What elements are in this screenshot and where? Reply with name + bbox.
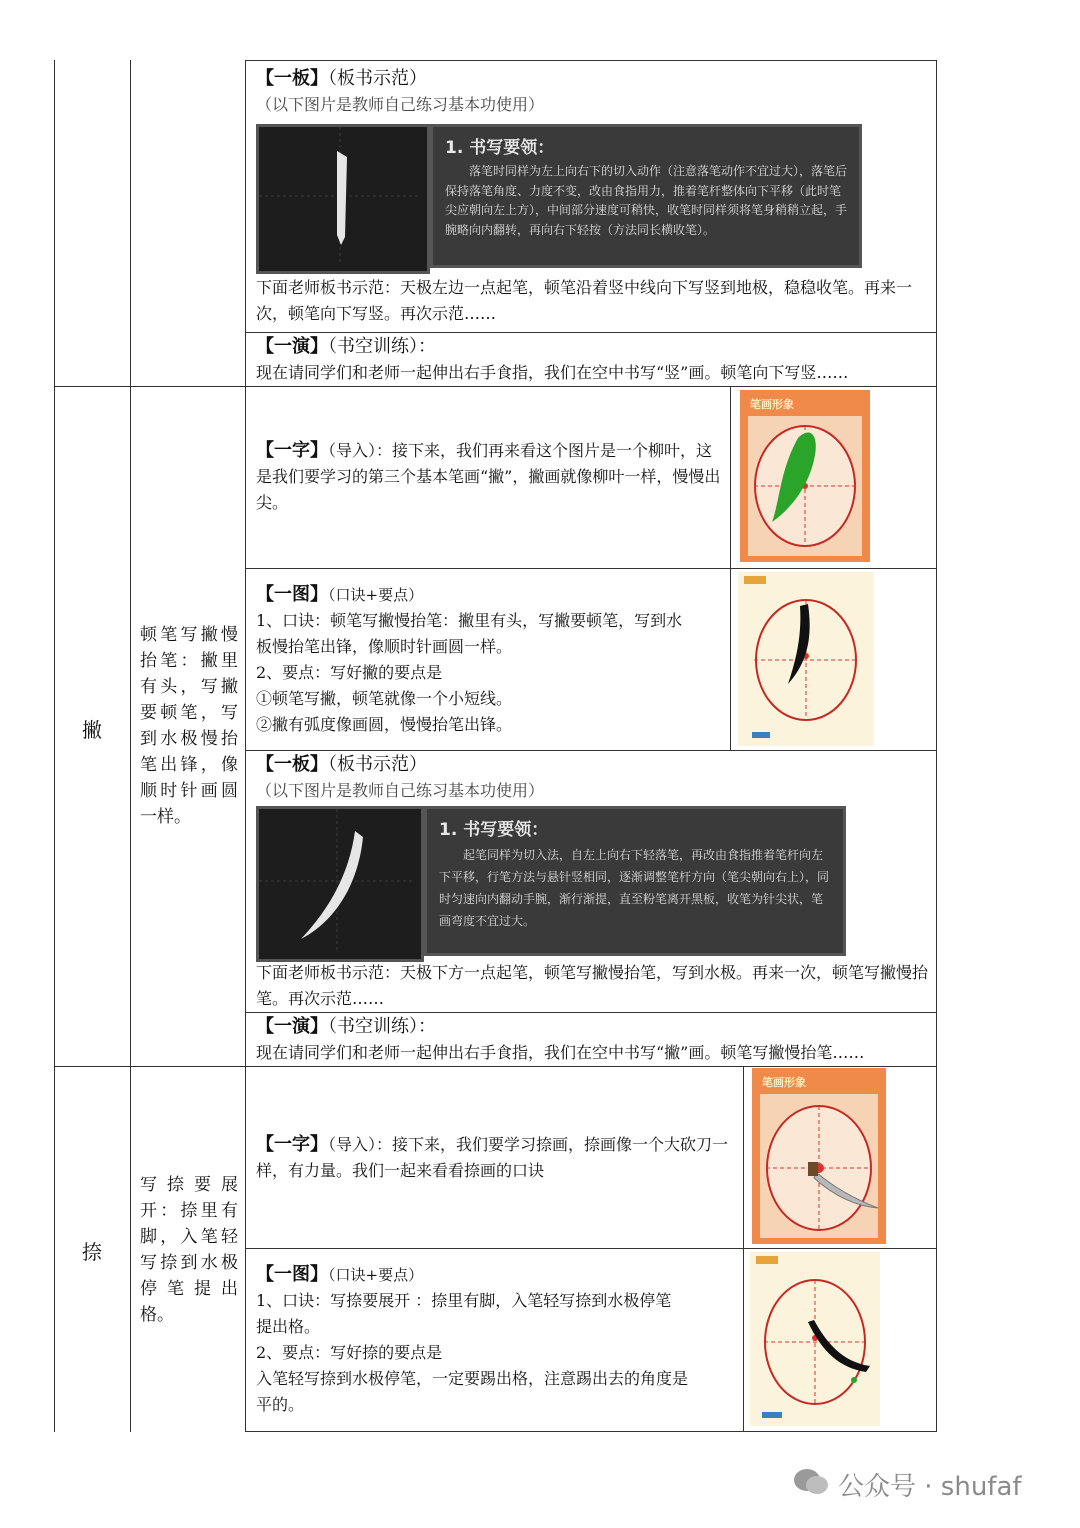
chalkboard-shu-image (256, 124, 430, 274)
yiban-heading-pie: 【一板】（板书示范） (256, 754, 427, 775)
stroke-card-leaf (740, 390, 870, 562)
teacher-note-pie: （以下图片是教师自己练习基本功使用） (256, 781, 545, 800)
yiyan-body-pie: 现在请同学们和老师一起伸出右手食指，我们在空中书写“撇”画。顿笔写撇慢抬笔…… (256, 1043, 865, 1062)
row-line (245, 1431, 937, 1432)
card-title: 笔画形象 (762, 1076, 806, 1089)
demo-text-shu: 下面老师板书示范：天极左边一点起笔，顿笔沿着竖中线向下写竖到地极，稳稳收笔。再来一次，顿笔向下写竖。再次示范…… (256, 278, 913, 323)
chalkboard-pie-image (256, 806, 424, 962)
row-line (245, 60, 937, 61)
row-line (245, 332, 937, 333)
rhyme-pie: 顿笔写撇慢抬笔：撇里有头，写撇要顿笔，写到水极慢抬笔出锋，像顺时针画圆一样。 (140, 625, 238, 827)
row-line (245, 750, 937, 751)
row-line (245, 568, 937, 569)
writing-tip-pie: 1. 书写要领： 起笔同样为切入法，自左上向右下轻落笔，再改由食指推着笔杆向左下平移，行笔方法与悬针竖相同，逐渐调整笔杆方向（笔尖朝向右上），同时匀速向内翻动手腕，渐行渐提，直至粉笔离开黑板，收笔为针尖状，笔画弯度不宜过大。 (424, 806, 846, 956)
yitu-line: ①顿笔写撇，顿笔就像一个小短线。 (256, 689, 513, 708)
shu-chalk-stroke (259, 127, 421, 265)
stroke-card-sword (752, 1068, 886, 1244)
pie-chalk-stroke (259, 809, 415, 953)
yitu-line: 入笔轻写捺到水极停笔，一定要踢出格，注意踢出去的角度是 (256, 1369, 689, 1388)
yitu-line: 1、口诀：顿笔写撇慢抬笔：撇里有头，写撇要顿笔，写到水 (256, 611, 683, 630)
table-border-right (936, 60, 937, 1432)
yitu-line: 2、要点：写好捺的要点是 (256, 1343, 443, 1362)
image-col-divider-2 (743, 1066, 744, 1432)
stroke-name-pie: 撇 (82, 718, 102, 742)
card-title: 笔画形象 (750, 398, 794, 411)
yitu-heading-na: 【一图】（口诀+要点） (256, 1264, 424, 1285)
yitu-line: 2、要点：写好撇的要点是 (256, 663, 443, 682)
yizi-na: 【一字】（导入）：接下来，我们要学习捺画，捺画像一个大砍刀一样，有力量。我们一起来看看捺画的口诀 (256, 1134, 729, 1180)
rhyme-na: 写捺要展开：捺里有脚，入笔轻写捺到水极停笔提出格。 (140, 1175, 238, 1325)
row-line (245, 1012, 937, 1013)
writing-tip-shu: 1. 书写要领： 落笔时同样为左上向右下的切入动作（注意落笔动作不宜过大），落笔后保持落笔角度、力度不变，改由食指用力，推着笔杆整体向下平移（此时笔尖应朝向左上方），中间部分速度可稍快，收笔时同样须将笔身稍稍立起，手腕略向内翻转，再向右下轻按（方法同长横收笔）。 (430, 124, 862, 268)
wechat-icon (792, 1466, 830, 1502)
table-border-left (54, 60, 55, 1432)
yiyan-heading-pie: 【一演】（书空训练）： (256, 1016, 436, 1037)
yitu-line: 平的。 (256, 1395, 305, 1414)
stroke-card-pie (738, 572, 874, 746)
teacher-note: （以下图片是教师自己练习基本功使用） (256, 95, 545, 114)
watermark-text: 公众号 · shufaf (838, 1472, 1022, 1502)
yitu-line: ②撇有弧度像画圆，慢慢抬笔出锋。 (256, 715, 513, 734)
stroke-card-na (750, 1252, 880, 1426)
yiban-heading: 【一板】（板书示范） (256, 68, 427, 89)
table-border-col2 (245, 60, 246, 1432)
yitu-line: 板慢抬笔出锋，像顺时针画圆一样。 (256, 637, 513, 656)
yitu-line: 提出格。 (256, 1317, 321, 1336)
row-line (54, 386, 937, 387)
stroke-name-na: 捺 (82, 1240, 102, 1264)
yitu-heading-pie: 【一图】（口诀+要点） (256, 584, 424, 605)
yiyan-heading: 【一演】（书空训练）： (256, 336, 436, 357)
table-border-col1 (130, 60, 131, 1432)
demo-text-pie: 下面老师板书示范：天极下方一点起笔，顿笔写撇慢抬笔，写到水极。再来一次，顿笔写撇慢抬笔。再次示范…… (256, 963, 929, 1008)
row-line (245, 1248, 937, 1249)
yizi-pie: 【一字】（导入）：接下来，我们再来看这个图片是一个柳叶，这是我们要学习的第三个基本笔画“撇”，撇画就像柳叶一样，慢慢出尖。 (256, 440, 721, 512)
row-line (54, 1066, 937, 1067)
yiyan-body-shu: 现在请同学们和老师一起伸出右手食指，我们在空中书写“竖”画。顿笔向下写竖…… (256, 363, 849, 382)
yitu-line: 1、口诀：写捺要展开 ：捺里有脚，入笔轻写捺到水极停笔 (256, 1291, 672, 1310)
